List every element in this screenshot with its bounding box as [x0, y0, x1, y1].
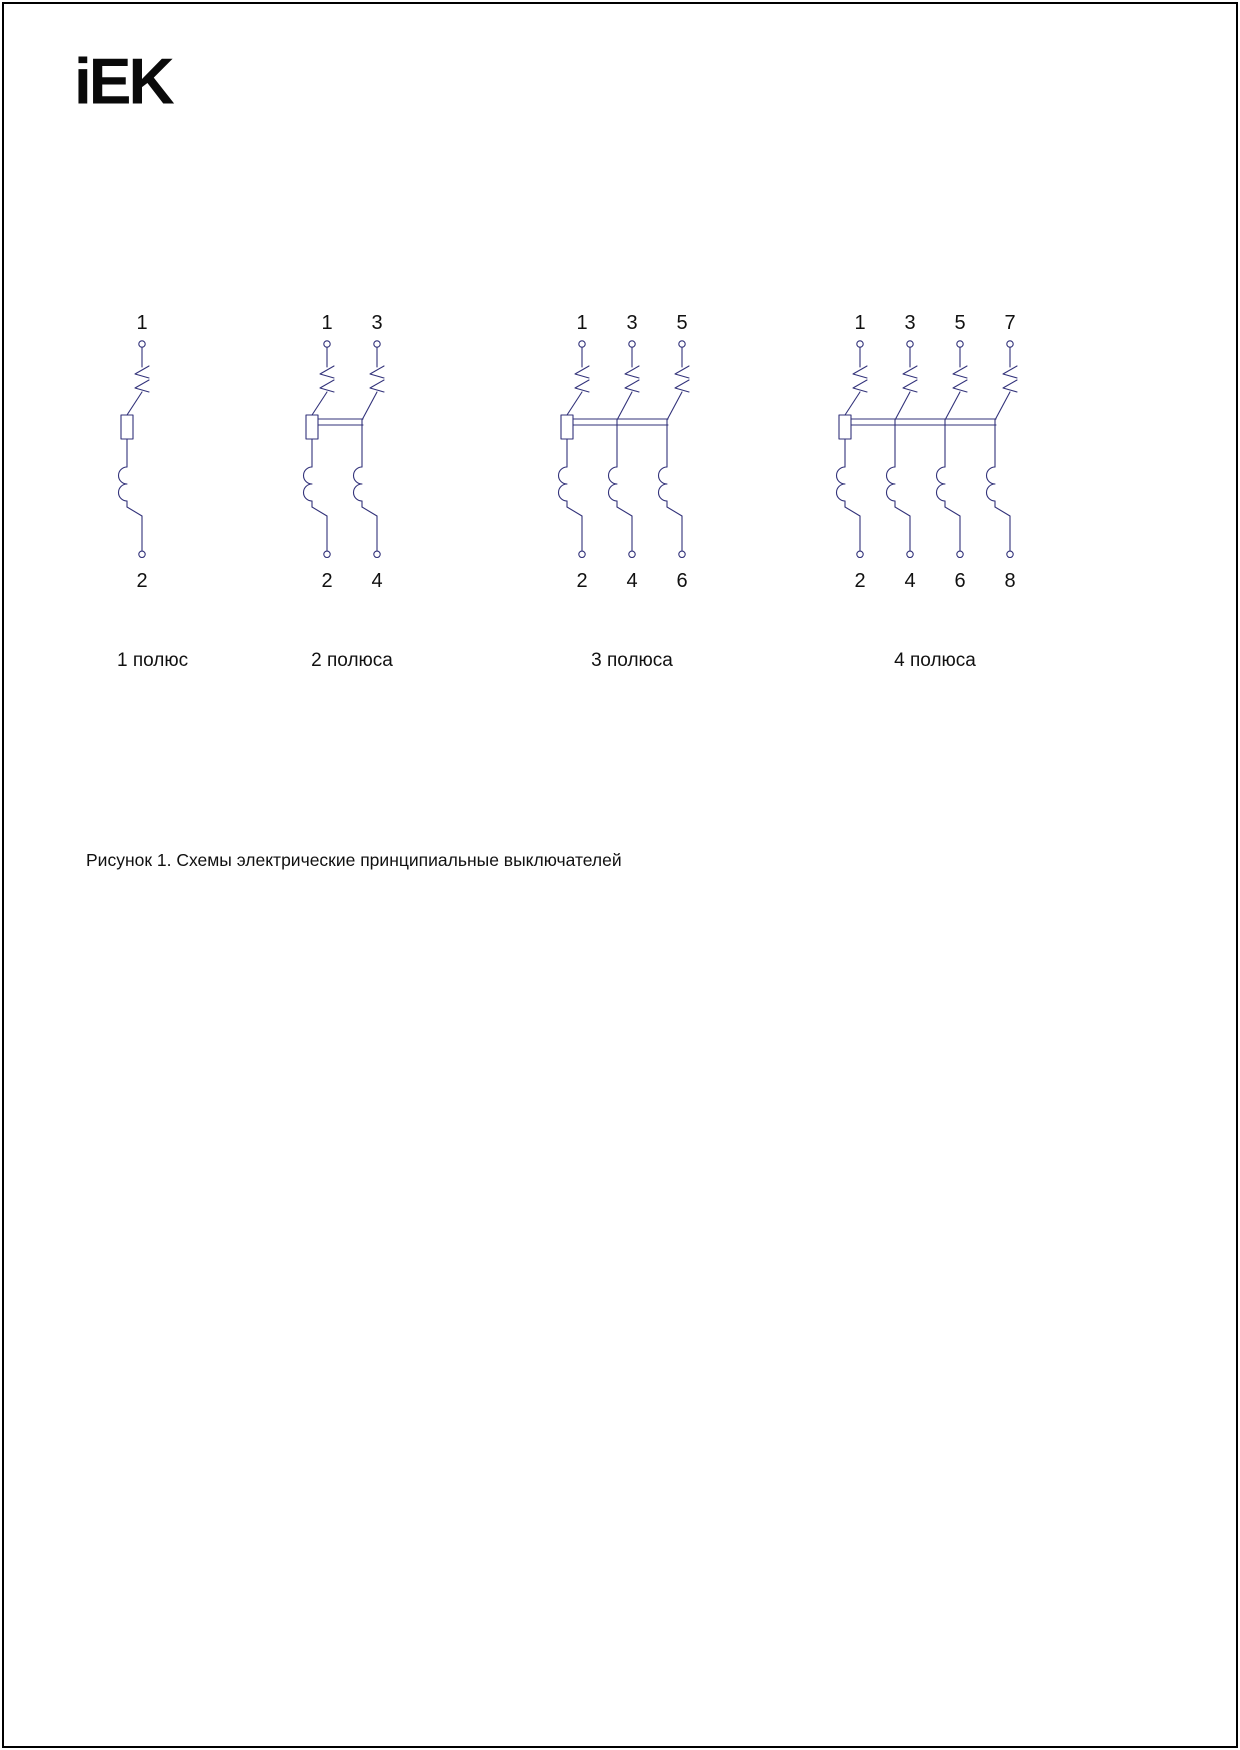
- breaker-schematic-4pole: [835, 337, 1035, 561]
- terminal-number: 5: [676, 312, 688, 334]
- pole-count-label: 2 полюса: [311, 650, 393, 671]
- terminal-number: 2: [136, 570, 148, 592]
- terminal-number: 1: [854, 312, 866, 334]
- breaker-diagram-2pole: [302, 309, 402, 672]
- terminal-number: 3: [904, 312, 916, 334]
- top-terminal-numbers: [117, 309, 167, 337]
- pole-count-label: 3 полюса: [591, 650, 673, 671]
- terminal-number: 1: [576, 312, 588, 334]
- terminal-number: 8: [1004, 570, 1016, 592]
- terminal-number: 7: [1004, 312, 1016, 334]
- breaker-schematic-3pole: [557, 337, 707, 561]
- top-terminal-numbers: [557, 309, 707, 337]
- bottom-terminal-numbers: [302, 567, 402, 595]
- pole-count-label: 4 полюса: [894, 650, 976, 671]
- iek-logo: iEK: [74, 44, 172, 118]
- breaker-diagram-1pole: [117, 309, 189, 672]
- terminal-number: 6: [676, 570, 688, 592]
- breaker-schematic-2pole: [302, 337, 402, 561]
- terminal-number: 4: [626, 570, 638, 592]
- breaker-schematic-1pole: [117, 337, 167, 561]
- terminal-number: 4: [371, 570, 383, 592]
- document-page: [2, 2, 1238, 1748]
- top-terminal-numbers: [835, 309, 1035, 337]
- terminal-number: 1: [136, 312, 148, 334]
- terminal-number: 3: [626, 312, 638, 334]
- terminal-number: 1: [321, 312, 333, 334]
- top-terminal-numbers: [302, 309, 402, 337]
- terminal-number: 5: [954, 312, 966, 334]
- terminal-number: 4: [904, 570, 916, 592]
- terminal-number: 3: [371, 312, 383, 334]
- bottom-terminal-numbers: [835, 567, 1035, 595]
- terminal-number: 6: [954, 570, 966, 592]
- bottom-terminal-numbers: [557, 567, 707, 595]
- breaker-diagram-4pole: [835, 309, 1035, 672]
- terminal-number: 2: [576, 570, 588, 592]
- breaker-diagram-3pole: [557, 309, 707, 672]
- terminal-number: 2: [321, 570, 333, 592]
- bottom-terminal-numbers: [117, 567, 167, 595]
- figure-caption: Рисунок 1. Схемы электрические принципиальные выключателей: [86, 850, 622, 870]
- pole-count-label: 1 полюс: [117, 650, 189, 671]
- terminal-number: 2: [854, 570, 866, 592]
